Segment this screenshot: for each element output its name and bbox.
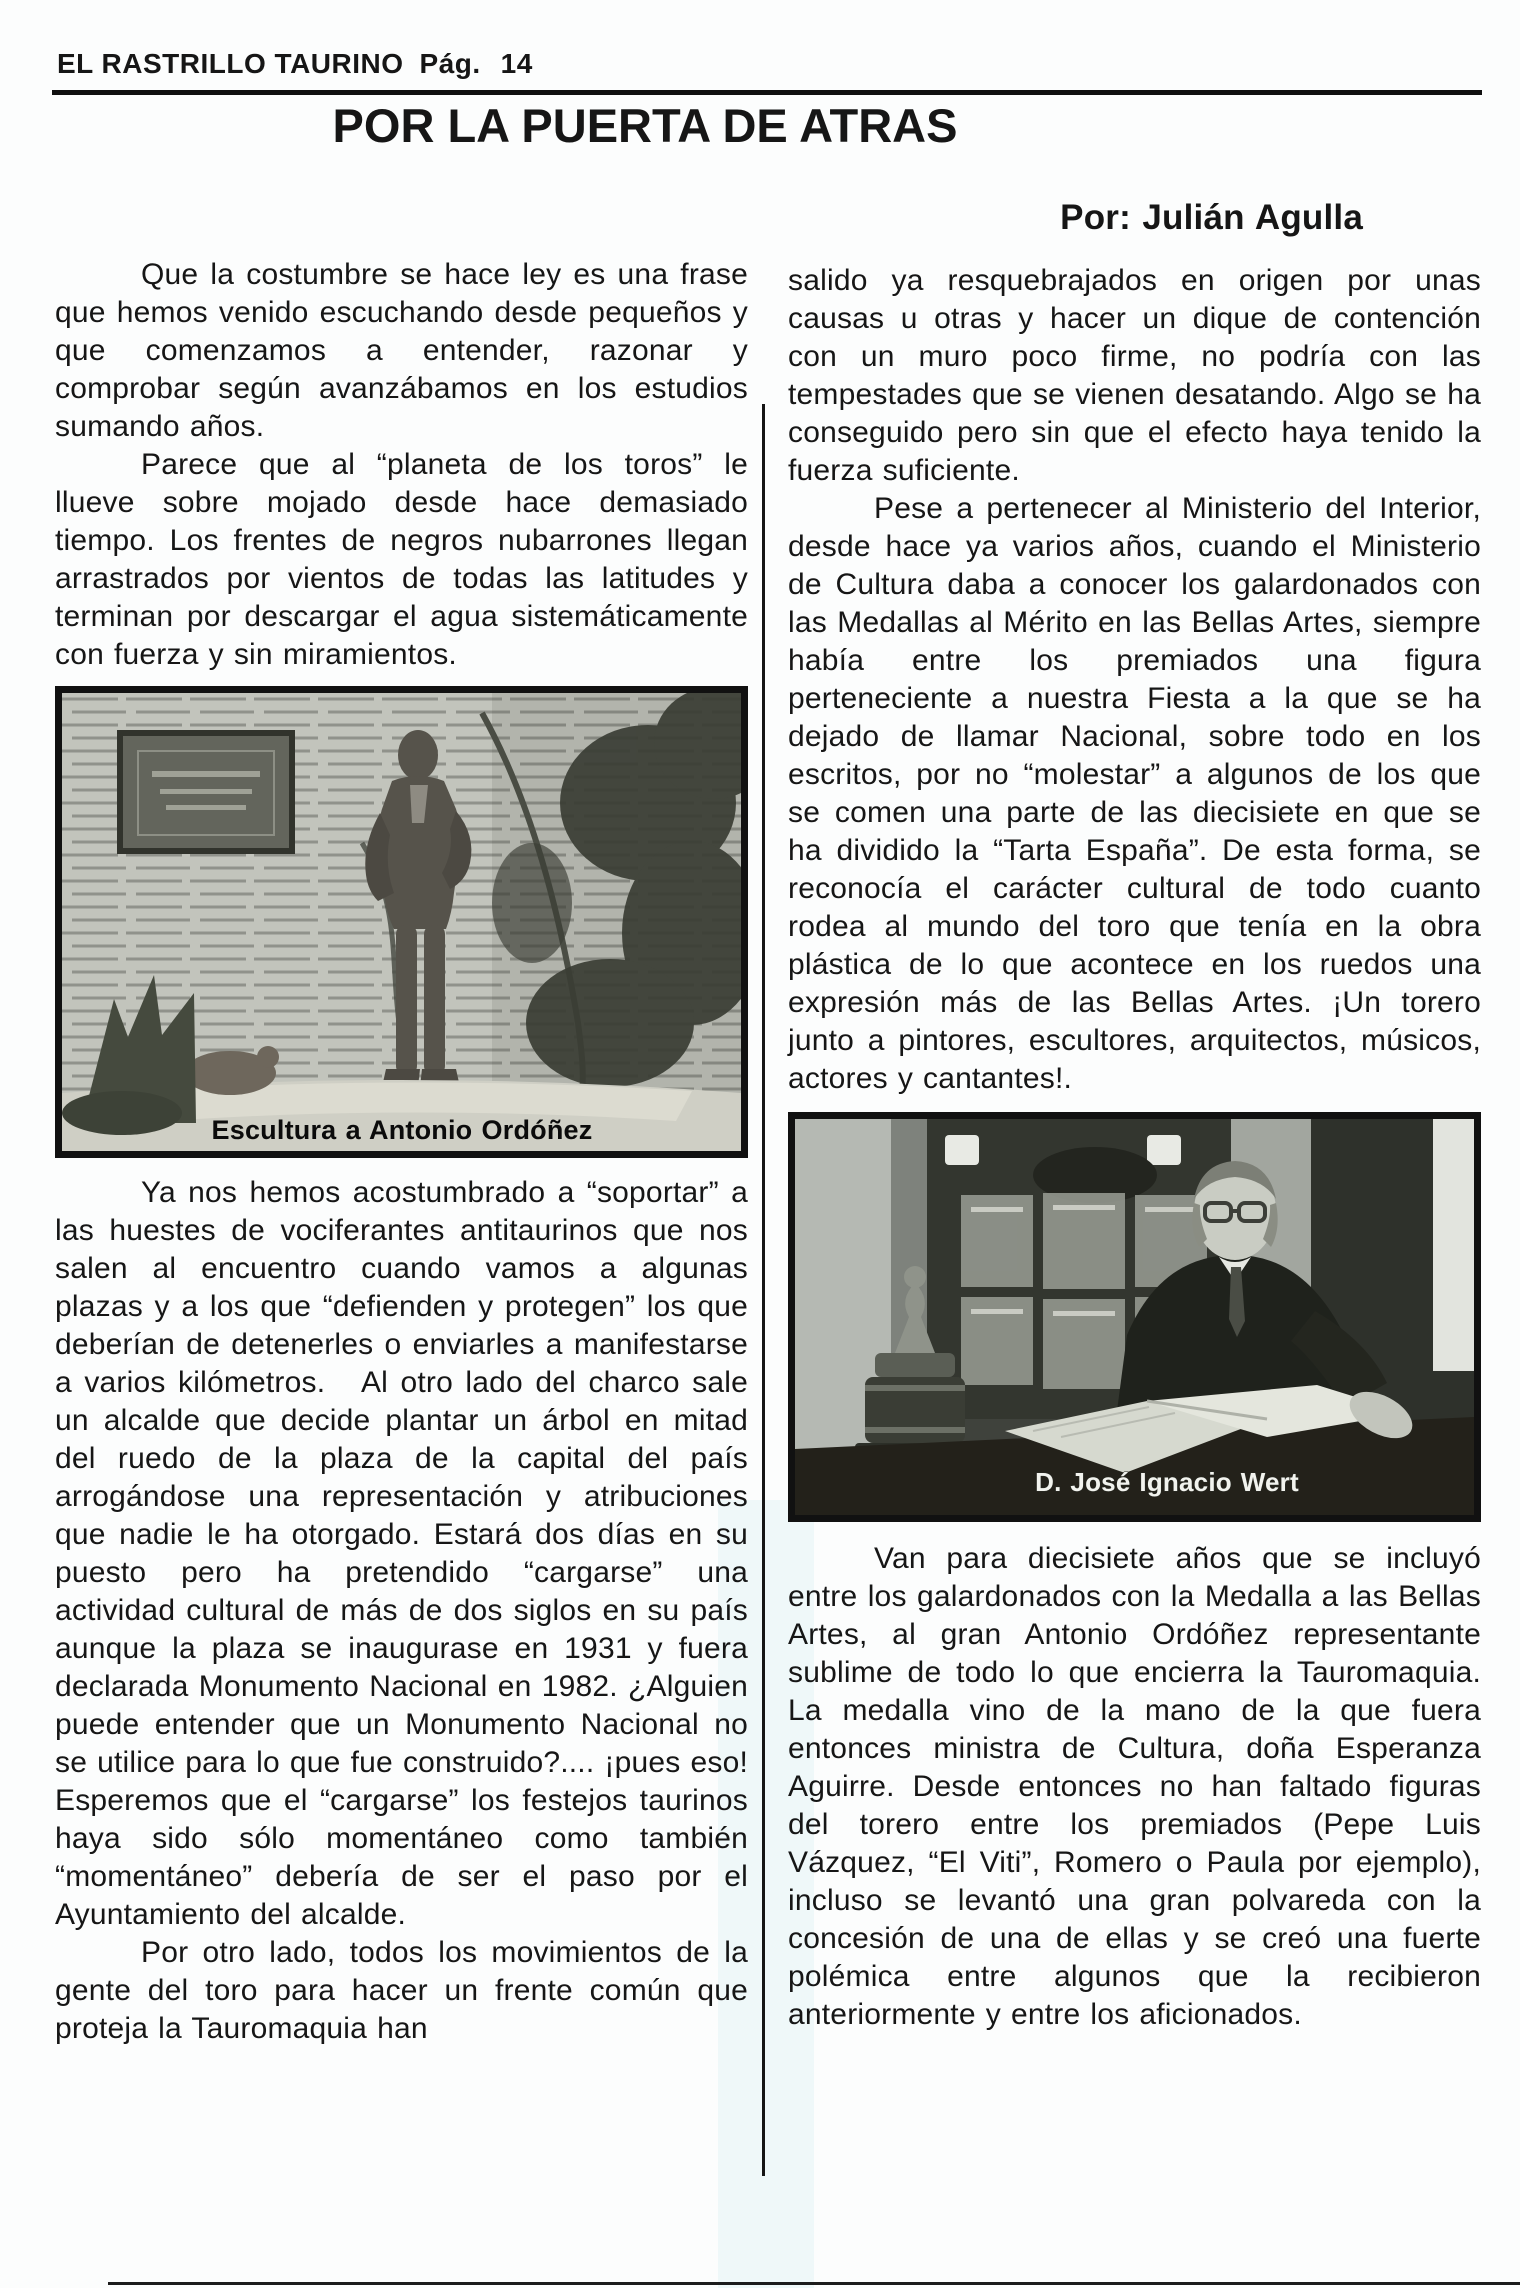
masthead-page-number: 14 xyxy=(500,48,533,79)
scan-artifact-line xyxy=(108,2282,1520,2285)
sculpture-photo-image xyxy=(62,693,741,1151)
byline: Por: Julián Agulla xyxy=(1060,198,1363,237)
paragraph-right-1: salido ya resquebrajados en origen por unas causas u otras y hacer un dique de contención con un muro poco firme, no podría con las tempestades que se vienen desatando. Algo se ha conseguido pero sin que el efecto haya tenido la fuerza suficiente. xyxy=(788,264,1481,487)
paragraph-left-4: Por otro lado, todos los movimientos de la gente del toro para hacer un frente común que proteja la Tauromaquia han xyxy=(55,1936,748,2045)
left-column xyxy=(55,256,748,2048)
paragraph-left-3: Ya nos hemos acostumbrado a “soportar” a las huestes de vociferantes antitaurinos que nos salen al encuentro cuando vamos a algunas plazas y a los que “defienden y protegen” los que deberían de detenerles o enviarles a manifestarse a varios kilómetros. Al otro lado del charco sale un alcalde que decide plantar un árbol en mitad del ruedo de la plaza de la capital del país arrogándose una representación y atribuciones que nadie le ha otorgado. Estará dos días en su puesto pero ha pretendido “cargarse” una actividad cultural de más de dos siglos en su país aunque la plaza se inaugurase en 1931 y fuera declarada Monumento Nacional en 1982. ¿Alguien puede entender que un Monumento Nacional no se utilice para lo que fue construido?.... ¡pues eso! Esperemos que el “cargarse” los festejos taurinos haya sido sólo momentáneo como también “momentáneo” debería de ser el paso por el Ayuntamiento del alcalde. xyxy=(55,1176,749,1931)
column-divider xyxy=(762,404,765,2176)
paragraph-right-2: Pese a pertenecer al Ministerio del Interior, desde hace ya varios años, cuando el Ministerio de Cultura daba a conocer los galardonados con las Medallas al Mérito en las Bellas Artes, siempre había entre los premiados una figura perteneciente a nuestra Fiesta a la que se ha dejado de llamar Nacional, sobre todo en los escritos, por no “molestar” a algunos de los que se comen una parte de las diecisiete en que se ha dividido la “Tarta España”. De esta forma, se reconocía el carácter cultural de todo cuanto rodea al mundo del toro que tenía en la obra plástica de lo que acontece en los ruedos una expresión más de las Bellas Artes. ¡Un torero junto a pintores, escultores, arquitectos, músicos, actores y cantantes!. xyxy=(788,492,1481,1095)
wert-photo xyxy=(788,1112,1481,1522)
wert-photo-image xyxy=(795,1119,1474,1515)
paragraph-left-1: Que la costumbre se hace ley es una frase que hemos venido escuchando desde pequeños y que comenzamos a entender, razonar y comprobar según avanzábamos en los estudios sumando años. xyxy=(55,258,748,443)
masthead xyxy=(57,48,533,80)
masthead-page-label: Pág. xyxy=(419,48,481,79)
masthead-rule xyxy=(52,90,1482,95)
sculpture-photo xyxy=(55,686,748,1158)
paragraph-right-3: Van para diecisiete años que se incluyó entre los galardonados con la Medalla a las Bellas Artes, al gran Antonio Ordóñez representante sublime de todo lo que encierra la Tauromaquia. La medalla vino de la mano de la que fuera entonces ministra de Cultura, doña Esperanza Aguirre. Desde entonces no han faltado figuras del torero entre los premiados (Pepe Luis Vázquez, “El Viti”, Romero o Paula por ejemplo), incluso se levantó una gran polvareda con la concesión de una de ellas y se creó una fuerte polémica entre algunos que la recibieron anteriormente y entre los aficionados. xyxy=(788,1542,1481,2031)
right-column xyxy=(788,196,1481,2034)
sculpture-photo-caption: Escultura a Antonio Ordóñez xyxy=(211,1115,593,1145)
wert-photo-caption: D. José Ignacio Wert xyxy=(1035,1467,1299,1497)
paragraph-left-2: Parece que al “planeta de los toros” le llueve sobre mojado desde hace demasiado tiempo. Los frentes de negros nubarrones llegan arrastrados por vientos de todas las latitudes y terminan por descargar el agua sistemáticamente con fuerza y sin miramientos. xyxy=(55,448,748,671)
masthead-title: EL RASTRILLO TAURINO xyxy=(57,48,404,79)
article-title: POR LA PUERTA DE ATRAS xyxy=(332,99,958,152)
